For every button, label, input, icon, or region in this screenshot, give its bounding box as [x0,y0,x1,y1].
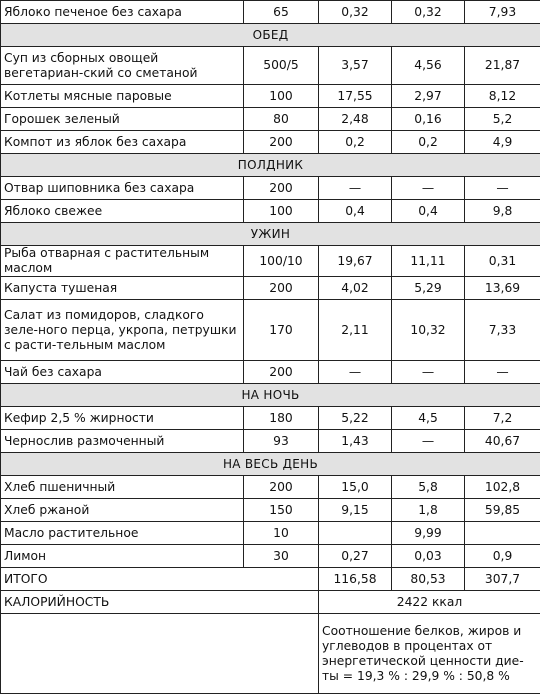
dish-name-cell: Компот из яблок без сахара [1,131,244,154]
table-row [1,108,540,131]
fat-cell: 2,97 [392,85,465,108]
table-row [1,499,540,522]
protein-cell: 0,32 [319,1,392,24]
weight-cell: 100 [244,200,319,223]
weight-cell: 10 [244,522,319,545]
weight-cell: 200 [244,131,319,154]
carbs-cell: 7,33 [465,300,540,361]
dish-name-cell: Лимон [1,545,244,568]
fat-cell: 0,32 [392,1,465,24]
protein-cell: 2,11 [319,300,392,361]
protein-cell: — [319,361,392,384]
carbs-cell [465,522,540,545]
calories-label: КАЛОРИЙНОСТЬ [1,591,319,614]
section-header-row [1,154,540,177]
protein-cell: 0,27 [319,545,392,568]
section-header-row [1,453,540,476]
fat-cell: 9,99 [392,522,465,545]
table-row [1,200,540,223]
calories-value: 2422 ккал [319,591,540,614]
table-row [1,177,540,200]
fat-cell: 5,8 [392,476,465,499]
weight-cell: 80 [244,108,319,131]
carbs-cell: 0,9 [465,545,540,568]
dish-name-cell: Горошек зеленый [1,108,244,131]
fat-cell: 11,11 [392,246,465,277]
table-row [1,430,540,453]
section-title: НА НОЧЬ [1,384,540,407]
fat-cell: 4,56 [392,47,465,85]
protein-cell: 5,22 [319,407,392,430]
table-row [1,1,540,24]
carbs-cell: 9,8 [465,200,540,223]
weight-cell: 500/5 [244,47,319,85]
weight-cell: 180 [244,407,319,430]
table-row [1,522,540,545]
table-row [1,85,540,108]
section-header-row [1,223,540,246]
section-title: УЖИН [1,223,540,246]
calories-row [1,591,540,614]
dish-name-cell: Отвар шиповника без сахара [1,177,244,200]
total-carbs: 307,7 [465,568,540,591]
carbs-cell: 7,93 [465,1,540,24]
carbs-cell: 21,87 [465,47,540,85]
weight-cell: 100/10 [244,246,319,277]
dish-name-cell: Чернослив размоченный [1,430,244,453]
weight-cell: 200 [244,361,319,384]
total-row [1,568,540,591]
protein-cell: 3,57 [319,47,392,85]
dish-name-cell: Яблоко печеное без сахара [1,1,244,24]
total-protein: 116,58 [319,568,392,591]
protein-cell: 15,0 [319,476,392,499]
carbs-cell: 40,67 [465,430,540,453]
weight-cell: 93 [244,430,319,453]
table-row [1,246,540,277]
carbs-cell: 59,85 [465,499,540,522]
weight-cell: 30 [244,545,319,568]
fat-cell: — [392,430,465,453]
ratio-empty-cell [1,614,319,694]
protein-cell: 0,2 [319,131,392,154]
carbs-cell: 13,69 [465,277,540,300]
protein-cell: 1,43 [319,430,392,453]
table-row [1,300,540,361]
table-row [1,407,540,430]
weight-cell: 200 [244,476,319,499]
fat-cell: 0,2 [392,131,465,154]
dish-name-cell: Котлеты мясные паровые [1,85,244,108]
dish-name-cell: Хлеб пшеничный [1,476,244,499]
weight-cell: 170 [244,300,319,361]
weight-cell: 150 [244,499,319,522]
fat-cell: 5,29 [392,277,465,300]
protein-cell: 19,67 [319,246,392,277]
carbs-cell: — [465,361,540,384]
protein-cell: — [319,177,392,200]
dish-name-cell: Кефир 2,5 % жирности [1,407,244,430]
carbs-cell: 4,9 [465,131,540,154]
ratio-row [1,614,540,694]
table-row [1,277,540,300]
dish-name-cell: Суп из сборных овощей вегетариан-ский со сметаной [1,47,244,85]
fat-cell: 1,8 [392,499,465,522]
dish-name-cell: Чай без сахара [1,361,244,384]
total-label: ИТОГО [1,568,319,591]
table-row [1,361,540,384]
protein-cell: 4,02 [319,277,392,300]
weight-cell: 200 [244,177,319,200]
section-header-row [1,24,540,47]
table-row [1,131,540,154]
dish-name-cell: Хлеб ржаной [1,499,244,522]
dish-name-cell: Салат из помидоров, сладкого зеле-ного перца, укропа, петрушки с расти-тельным маслом [1,300,244,361]
fat-cell: 0,16 [392,108,465,131]
fat-cell: 0,4 [392,200,465,223]
carbs-cell: 5,2 [465,108,540,131]
section-header-row [1,384,540,407]
carbs-cell: 0,31 [465,246,540,277]
weight-cell: 100 [244,85,319,108]
dish-name-cell: Масло растительное [1,522,244,545]
protein-cell: 0,4 [319,200,392,223]
protein-cell: 2,48 [319,108,392,131]
dish-name-cell: Капуста тушеная [1,277,244,300]
dish-name-cell: Яблоко свежее [1,200,244,223]
section-title: НА ВЕСЬ ДЕНЬ [1,453,540,476]
carbs-cell: 8,12 [465,85,540,108]
total-fat: 80,53 [392,568,465,591]
table-body [1,1,540,694]
weight-cell: 200 [244,277,319,300]
section-title: ОБЕД [1,24,540,47]
table-row [1,476,540,499]
carbs-cell: 7,2 [465,407,540,430]
fat-cell: 0,03 [392,545,465,568]
weight-cell: 65 [244,1,319,24]
fat-cell: — [392,177,465,200]
protein-cell [319,522,392,545]
carbs-cell: — [465,177,540,200]
table-row [1,545,540,568]
section-title: ПОЛДНИК [1,154,540,177]
fat-cell: 10,32 [392,300,465,361]
carbs-cell: 102,8 [465,476,540,499]
macro-ratio-note: Соотношение белков, жиров и углеводов в процентах от энергетической ценности дие-ты = 19,3 % : 29,9 % : 50,8 % [319,614,540,694]
dish-name-cell: Рыба отварная с растительным маслом [1,246,244,277]
table-row [1,47,540,85]
protein-cell: 9,15 [319,499,392,522]
fat-cell: — [392,361,465,384]
protein-cell: 17,55 [319,85,392,108]
fat-cell: 4,5 [392,407,465,430]
